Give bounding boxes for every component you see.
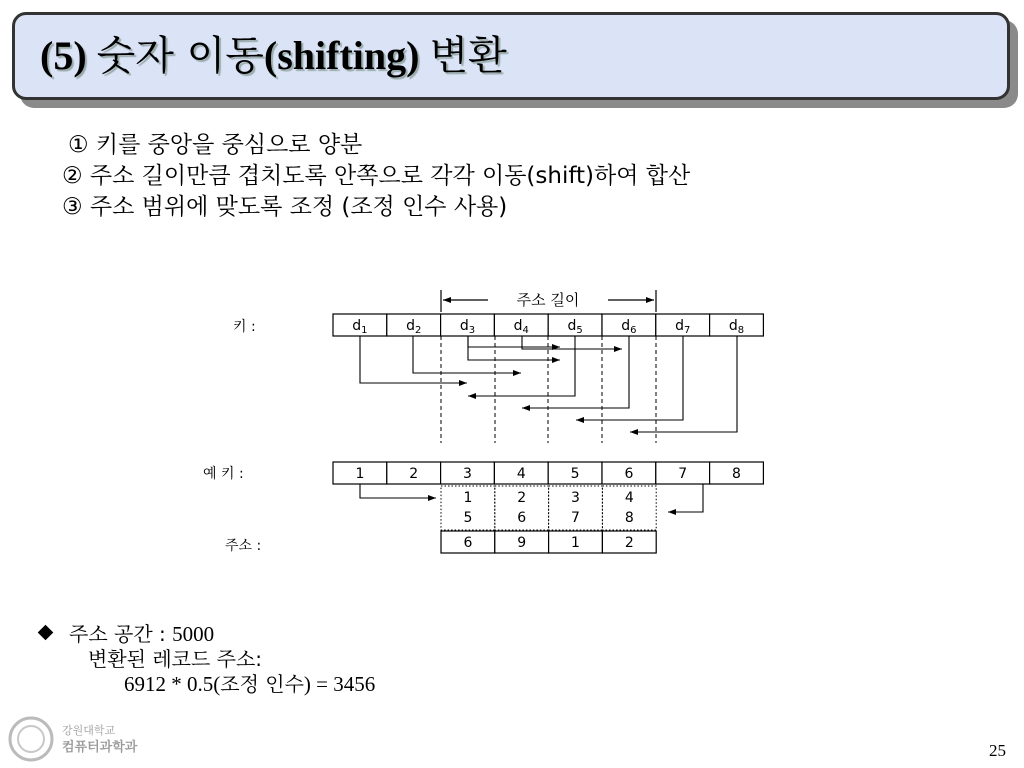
address-cell-label: 6 bbox=[463, 535, 473, 551]
key-cell-label: $d_7$ bbox=[675, 318, 691, 336]
example-shift-arrow-right bbox=[668, 484, 703, 512]
title-korean-2: 변환 bbox=[429, 33, 507, 79]
example-shift-arrow-left bbox=[360, 484, 436, 498]
converted-label: 변환된 레코드 주소: bbox=[88, 647, 263, 671]
example-cell-label: 2 bbox=[409, 466, 419, 482]
example-cell-label: 6 bbox=[624, 466, 634, 482]
logo-department: 컴퓨터과학과 bbox=[62, 740, 138, 755]
key-cell-label: $d_5$ bbox=[567, 318, 583, 336]
partial-sum-top: 2 bbox=[517, 490, 527, 506]
partial-sum-bottom: 6 bbox=[517, 510, 527, 526]
logo-university: 강원대학교 bbox=[62, 724, 116, 737]
key-row bbox=[333, 314, 763, 336]
address-space-line bbox=[40, 622, 375, 647]
partial-sum-top: 4 bbox=[624, 490, 634, 506]
partial-sum-top: 3 bbox=[571, 490, 580, 506]
shift-arrow-d3 bbox=[468, 336, 560, 347]
formula-line bbox=[40, 672, 375, 697]
example-cell-label: 3 bbox=[463, 466, 472, 482]
address-cell-label: 2 bbox=[624, 535, 634, 551]
key-cell-label: $d_3$ bbox=[459, 318, 476, 336]
example-row bbox=[333, 462, 763, 484]
university-seal-icon bbox=[10, 718, 52, 760]
key-row-label: 키 : bbox=[233, 319, 256, 335]
address-space-label: 주소 공간 : bbox=[69, 622, 166, 646]
partial-sum-bottom: 7 bbox=[571, 510, 580, 526]
address-row-label: 주소 : bbox=[225, 538, 262, 554]
address-cell-label: 9 bbox=[517, 535, 527, 551]
example-row-label: 예 키 : bbox=[203, 466, 244, 482]
formula-part-c: ) = 3456 bbox=[303, 672, 376, 696]
example-cell-label: 8 bbox=[732, 466, 741, 482]
diamond-bullet-icon bbox=[38, 625, 54, 641]
address-row bbox=[441, 531, 656, 553]
shift-arrow-d2 bbox=[413, 336, 521, 373]
title-english: (shifting) bbox=[263, 33, 420, 78]
formula-part-a: 6912 * 0.5( bbox=[124, 672, 221, 696]
example-cell-label: 5 bbox=[570, 466, 580, 482]
key-cell-label: $d_4$ bbox=[513, 318, 529, 336]
shift-arrow-d3b bbox=[468, 336, 560, 360]
title-korean-1: 숫자 이동 bbox=[96, 33, 264, 79]
university-seal-inner bbox=[18, 726, 44, 752]
page-number: 25 bbox=[989, 741, 1006, 760]
title-prefix: (5) bbox=[40, 33, 87, 78]
key-cell-label: $d_6$ bbox=[621, 318, 637, 336]
example-cell-label: 7 bbox=[678, 466, 688, 482]
key-cell-label: $d_1$ bbox=[352, 318, 368, 336]
address-cell-label: 1 bbox=[571, 535, 580, 551]
partial-sum-grid bbox=[441, 486, 656, 530]
step-1: ① 키를 중앙을 중심으로 양분 bbox=[68, 132, 363, 158]
partial-sum-bottom: 8 bbox=[624, 510, 634, 526]
step-2: ② 주소 길이만큼 겹치도록 안쪽으로 각각 이동(shift)하여 합산 bbox=[62, 163, 691, 189]
formula-part-b: 조정 인수 bbox=[220, 672, 304, 696]
address-space-value: 5000 bbox=[172, 622, 215, 646]
notes bbox=[40, 622, 375, 697]
partial-sum-bottom: 5 bbox=[463, 510, 473, 526]
address-length-label: 주소 길이 bbox=[516, 291, 580, 309]
example-cell-label: 4 bbox=[516, 466, 526, 482]
university-logo bbox=[6, 714, 146, 764]
step-3: ③ 주소 범위에 맞도록 조정 (조정 인수 사용) bbox=[62, 194, 508, 220]
partial-sum-top: 1 bbox=[463, 490, 473, 506]
key-cell-label: $d_2$ bbox=[406, 318, 422, 336]
key-cell-label: $d_8$ bbox=[728, 318, 745, 336]
example-cell-label: 1 bbox=[355, 466, 365, 482]
